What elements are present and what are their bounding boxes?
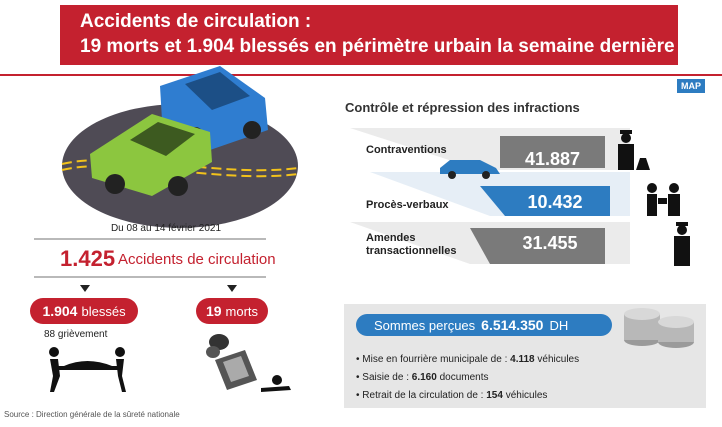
deaths-badge <box>196 298 268 324</box>
date-range: Du 08 au 14 février 2021 <box>110 223 222 234</box>
accidents-label: Accidents de circulation <box>118 251 276 268</box>
list-item: • Mise en fourrière municipale de : 4.118 véhicules <box>356 354 580 365</box>
sommes-value: 6.514.350 <box>481 317 544 333</box>
title-line-1: Accidents de circulation : <box>80 11 312 32</box>
serious-injuries: 88 grièvement <box>44 329 108 340</box>
injured-badge <box>30 298 138 324</box>
map-logo: MAP <box>677 79 705 93</box>
row-label-proces-verbaux: Procès-verbaux <box>366 199 449 211</box>
header-banner <box>60 5 678 65</box>
divider <box>34 276 266 278</box>
stretcher-icon <box>42 344 132 394</box>
police-verbal-icon <box>644 182 684 218</box>
car-crash-illustration <box>60 58 300 233</box>
arrow-down-icon <box>227 285 237 292</box>
row-value-contraventions: 41.887 <box>524 149 581 169</box>
title-line-2: 19 morts et 1.904 blessés en périmètre urbain la semaine dernière <box>80 36 675 57</box>
arrow-down-icon <box>80 285 90 292</box>
coins-icon <box>618 300 702 350</box>
accidents-count: 1.425 <box>60 246 116 271</box>
row-label-transactionnelles: transactionnelles <box>366 245 457 257</box>
divider <box>34 238 266 240</box>
injured-count: 1.904 <box>42 303 78 319</box>
source-note: Source : Direction générale de la sûreté nationale <box>4 410 180 419</box>
row-value-amendes: 31.455 <box>522 233 578 253</box>
police-officer-icon <box>616 128 652 172</box>
injured-label: blessés <box>81 303 126 319</box>
deaths-count: 19 <box>205 303 222 319</box>
row-label-contraventions: Contraventions <box>366 144 447 156</box>
row-value-proces-verbaux: 10.432 <box>527 192 583 212</box>
list-item: • Retrait de la circulation de : 154 véhicules <box>356 390 548 401</box>
sommes-percues-bar <box>356 314 612 336</box>
police-standing-icon <box>670 222 694 268</box>
sommes-unit: DH <box>549 317 569 333</box>
sommes-label: Sommes perçues <box>374 317 476 333</box>
deaths-label: morts <box>225 303 259 319</box>
row-label-amendes: Amendes <box>366 232 416 244</box>
section-title: Contrôle et répression des infractions <box>345 100 580 115</box>
list-item: • Saisie de : 6.160 documents <box>356 372 489 383</box>
crashed-car-icon <box>205 330 295 394</box>
